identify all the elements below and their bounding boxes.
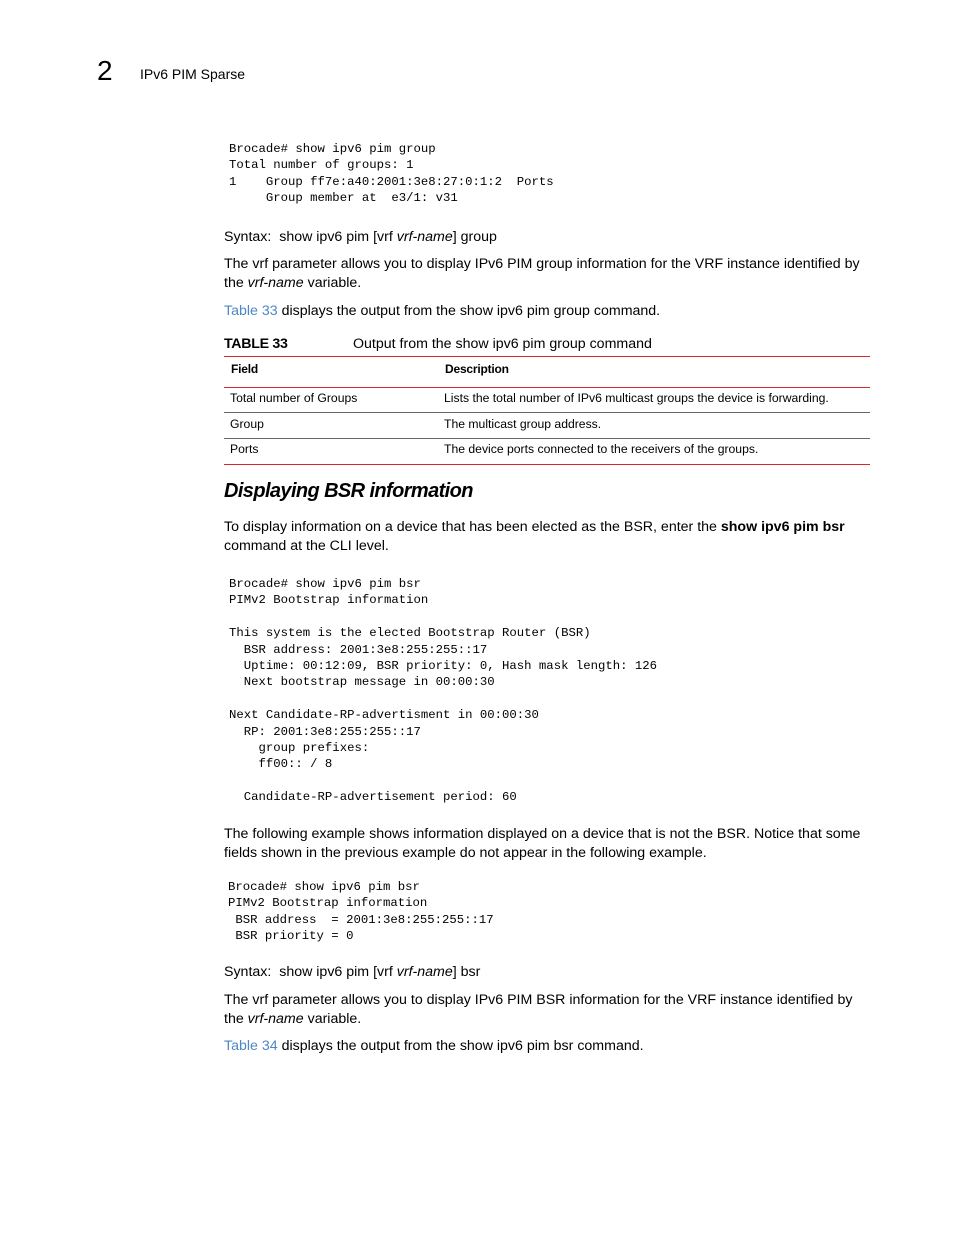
syntax-variable: vrf-name (396, 964, 453, 980)
table-cell-description: The multicast group address. (444, 417, 602, 431)
text: command at the CLI level. (224, 538, 389, 554)
text: variable. (303, 275, 362, 291)
text: parameter allows you to display IPv6 PIM group information for the VRF instance identified by the (224, 256, 860, 291)
table-header-description: Description (445, 362, 509, 376)
syntax-keyword: bsr (460, 964, 481, 980)
table-cell-field: Total number of Groups (230, 391, 358, 405)
syntax-keyword-vrf: vrf (377, 964, 393, 980)
text: displays the output from the (277, 1038, 460, 1054)
syntax-bracket: ] (452, 229, 457, 245)
syntax-command: show ipv6 pim (279, 229, 370, 245)
syntax-label: Syntax: (224, 964, 272, 980)
table-34-link[interactable]: Table 34 (224, 1038, 278, 1054)
syntax-bsr (224, 963, 480, 981)
syntax-bracket: [ (373, 229, 378, 245)
text: Output from the (353, 336, 456, 352)
table-33-link[interactable]: Table 33 (224, 303, 278, 319)
command: show ipv6 pim group (455, 336, 586, 352)
syntax-group (224, 228, 497, 246)
syntax-variable: vrf-name (396, 229, 453, 245)
text: command. (589, 303, 661, 319)
code-block-group: Brocade# show ipv6 pim group Total number of groups: 1 1 Group ff7e:a40:2001:3e8:27:0:1:2 Ports Group member at e3/1: v31 (229, 142, 554, 206)
syntax-keyword: group (460, 229, 497, 245)
syntax-command: show ipv6 pim (279, 964, 370, 980)
chapter-number: 2 (97, 55, 113, 86)
table-cell-field: Ports (230, 442, 259, 456)
table-caption (224, 335, 870, 353)
text: The (224, 256, 253, 272)
paragraph-bsr-intro (224, 518, 874, 556)
variable: vrf-name (247, 275, 304, 291)
text: command (585, 336, 652, 352)
table-header-rule (224, 387, 870, 388)
syntax-label: Syntax: (224, 229, 272, 245)
code-block-bsr-not-elected: Brocade# show ipv6 pim bsr PIMv2 Bootstrap information BSR address = 2001:3e8:255:255::17 BSR priority = 0 (228, 880, 494, 944)
command: show ipv6 pim bsr (459, 1038, 574, 1054)
command: show ipv6 pim bsr (720, 519, 845, 535)
text: parameter allows you to display IPv6 PIM BSR information for the VRF instance identified by the (224, 992, 853, 1027)
table-label: TABLE 33 (224, 336, 288, 352)
paragraph-vrf-group (224, 255, 874, 293)
variable: vrf-name (247, 1011, 304, 1027)
text: To display information on a device that has been elected as the BSR, enter the (224, 519, 721, 535)
chapter-title: IPv6 PIM Sparse (140, 66, 246, 82)
text: variable. (303, 1011, 362, 1027)
section-heading: Displaying BSR information (224, 480, 473, 502)
code-block-bsr-elected: Brocade# show ipv6 pim bsr PIMv2 Bootstrap information This system is the elected Bootstrap Router (BSR) BSR address: 2001:3e8:255:255::17 Uptime: 00:12:09, BSR priority: 0, Hash mask length: 126 Next bootstrap message in 00:00:30 Next Candidate-RP-advertisment in 00:00:30 RP: 2001:3e8:255:255::17 group prefixes: ff00:: / 8 Candidate-RP-advertisement period: 60 (229, 577, 658, 805)
text: displays the output from the (277, 303, 460, 319)
keyword: vrf (252, 256, 269, 272)
paragraph-vrf-bsr (224, 991, 874, 1029)
syntax-bracket: ] (452, 964, 457, 980)
paragraph-table-ref (224, 302, 874, 321)
keyword: vrf (252, 992, 269, 1008)
table-top-rule (224, 356, 870, 357)
table-row-divider (224, 438, 870, 439)
paragraph-not-bsr: The following example shows information displayed on a device that is not the BSR. Notice that some fields shown in the previous example do not appear in the following example. (224, 826, 861, 861)
text: The (224, 992, 253, 1008)
table-row-divider (224, 412, 870, 413)
text: command. (573, 1038, 644, 1054)
table-cell-field: Group (230, 417, 264, 431)
table-bottom-rule (224, 464, 870, 465)
syntax-keyword-vrf: vrf (377, 229, 393, 245)
syntax-bracket: [ (373, 964, 378, 980)
paragraph-table-34-ref (224, 1037, 874, 1056)
table-cell-description: The device ports connected to the receivers of the groups. (444, 442, 759, 456)
table-title (353, 335, 652, 353)
table-header-field: Field (231, 362, 259, 376)
command: show ipv6 pim group (459, 303, 590, 319)
table-cell-description: Lists the total number of IPv6 multicast groups the device is forwarding. (444, 391, 829, 405)
